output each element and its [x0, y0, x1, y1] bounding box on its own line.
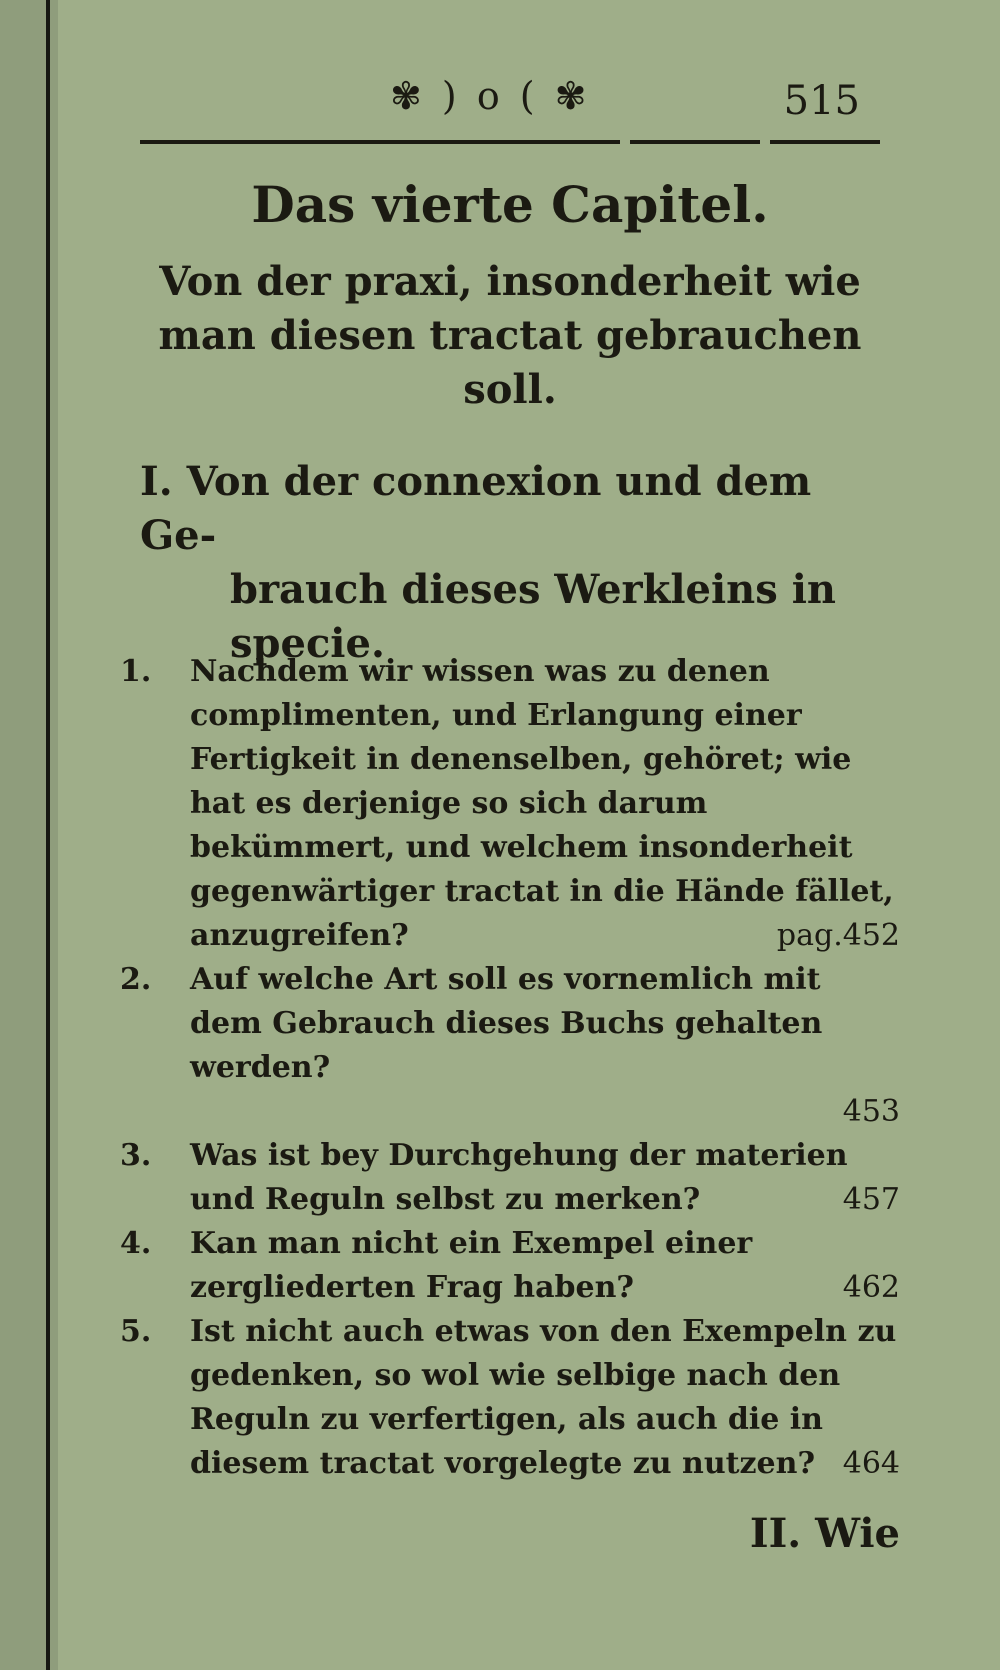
entry-number: 1.	[120, 654, 152, 689]
page-header	[140, 70, 880, 150]
header-rule	[140, 140, 620, 144]
header-ornament: ✾ ) o ( ✾	[390, 74, 591, 118]
entry-page: 462	[842, 1270, 900, 1305]
subtitle-line: Von der praxi, insonderheit wie	[159, 258, 861, 305]
contents-entry	[120, 1134, 900, 1222]
section-line: I. Von der connexion und dem Ge-	[140, 458, 812, 559]
entry-page: 464	[842, 1446, 900, 1481]
entry-page: 457	[842, 1182, 900, 1217]
contents-entry	[120, 1310, 900, 1486]
header-rule	[630, 140, 760, 144]
entry-page: pag.452	[776, 918, 900, 953]
chapter-subtitle	[130, 255, 890, 417]
header-rule	[770, 140, 880, 144]
entry-number: 2.	[120, 962, 152, 997]
contents-entry	[120, 1222, 900, 1310]
subtitle-line: man diesen tractat gebrauchen	[158, 312, 862, 359]
section-heading	[140, 455, 900, 671]
entry-question: Nachdem wir wissen was zu denen complimenten, und Erlangung einer Fertigkeit in denenselben, gehöret; wie hat es derjenige so sich darum bekümmert, und welchem insonderheit gegenwärtiger tractat in die Hände fället, anzugreifen?	[190, 654, 894, 953]
catchword: II. Wie	[749, 1510, 900, 1557]
gutter-edge-line	[46, 0, 50, 1670]
section-line: specie.	[230, 620, 385, 667]
entry-number: 3.	[120, 1138, 152, 1173]
entry-question: Auf welche Art soll es vornemlich mit dem Gebrauch dieses Buchs gehalten werden?	[190, 962, 823, 1085]
section-line: brauch dieses Werkleins in	[230, 566, 836, 613]
entry-number: 5.	[120, 1314, 152, 1349]
page-number: 515	[783, 78, 860, 124]
entry-page: 453	[842, 1094, 900, 1129]
entry-number: 4.	[120, 1226, 152, 1261]
chapter-title: Das vierte Capitel.	[251, 175, 769, 234]
subtitle-line: soll.	[463, 366, 557, 413]
entry-question: Ist nicht auch etwas von den Exempeln zu gedenken, so wol wie selbige nach den Reguln zu verfertigen, als auch die in diesem tractat vorgelegte zu nutzen?	[190, 1314, 897, 1481]
entry-question: Was ist bey Durchgehung der materien und Reguln selbst zu merken?	[190, 1138, 848, 1217]
entry-question: Kan man nicht ein Exempel einer zergliederten Frag haben?	[190, 1226, 753, 1305]
contents-list	[120, 650, 900, 1486]
contents-entry	[120, 958, 900, 1134]
contents-entry	[120, 650, 900, 958]
